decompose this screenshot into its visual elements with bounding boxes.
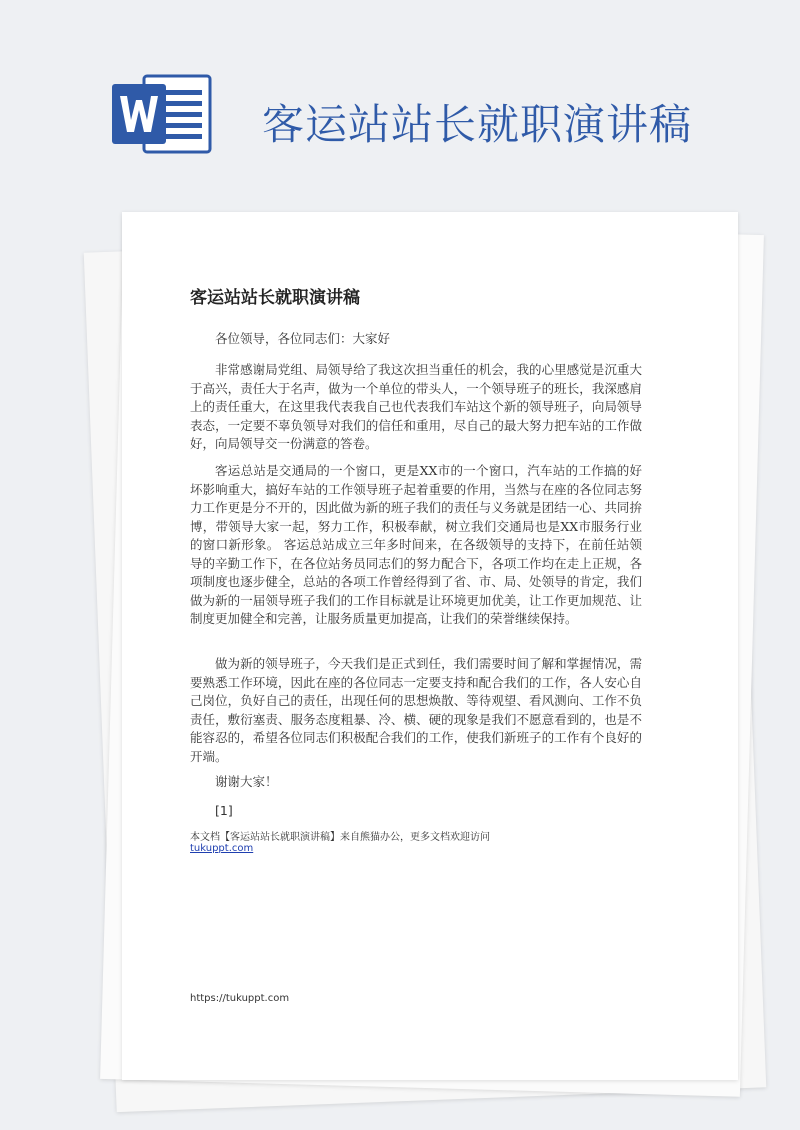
body-paragraph: 做为新的领导班子，今天我们是正式到任，我们需要时间了解和掌握情况，需要熟悉工作环境，因此在座的各位同志一定要支持和配合我们的工作，各人安心自己岗位，负好自己的责任，出现任何的思想焕散、等待观望、看风测向、工作不负责任，敷衍塞责、服务态度粗暴、冷、横、硬的现象是我们不愿意看到的，也是不能容忍的，希望各位同志们积极配合我们的工作，使我们新班子的工作有个良好的开端。 xyxy=(190,656,642,764)
page-url: https://tukuppt.com xyxy=(190,993,290,1004)
body-paragraph: 客运总站是交通局的一个窗口，更是XX市的一个窗口，汽车站的工作搞的好坏影响重大，搞好车站的工作领导班子起着重要的作用，当然与在座的各位同志努力工作更是分不开的，因此做为新的班子我们的责任与义务就是团结一心、共同拚博，带领导大家一起，努力工作，积极奉献，树立我们交通局也是XX市服务行业的窗口新形象。 客运总站成立三年多时间来，在各级领导的支持下，在前任站领导的辛勤工作下，在各位站务员同志们的努力配合下，各项工作均在走上正规，各项制度也逐步健全，总站的各项工作曾经得到了省、市、局、处领导的肯定，我们做为新的一届领导班子我们的工作目标就是让环境更加优美，让工作更加规范、让制度更加健全和完善，让服务质量更加提高，让我们的荣誉继续保持。 xyxy=(190,463,642,626)
header-banner xyxy=(0,0,800,200)
closing-paragraph: 谢谢大家！ xyxy=(215,774,278,789)
reference-marker: [1] xyxy=(215,803,233,818)
body-paragraph: 非常感谢局党组、局领导给了我这次担当重任的机会，我的心里感觉是沉重大于高兴，责任大于名声，做为一个单位的带头人，一个领导班子的班长，我深感肩上的责任重大，在这里我代表我自己也代表我们车站这个新的领导班子，向局领导表态，一定要不辜负领导对我们的信任和重用，尽自己的最大努力把车站的工作做好，向局领导交一份满意的答卷。 xyxy=(190,362,642,451)
document-title: 客运站站长就职演讲稿 xyxy=(190,288,360,308)
word-logo-icon xyxy=(110,70,214,158)
header-title: 客运站站长就职演讲稿 xyxy=(262,100,693,149)
footnote-link[interactable]: tukuppt.com xyxy=(190,843,254,854)
footnote-text: 本文档【客运站站长就职演讲稿】来自熊猫办公，更多文档欢迎访问 xyxy=(190,832,490,843)
greeting-paragraph: 各位领导，各位同志们：大家好 xyxy=(215,331,391,346)
